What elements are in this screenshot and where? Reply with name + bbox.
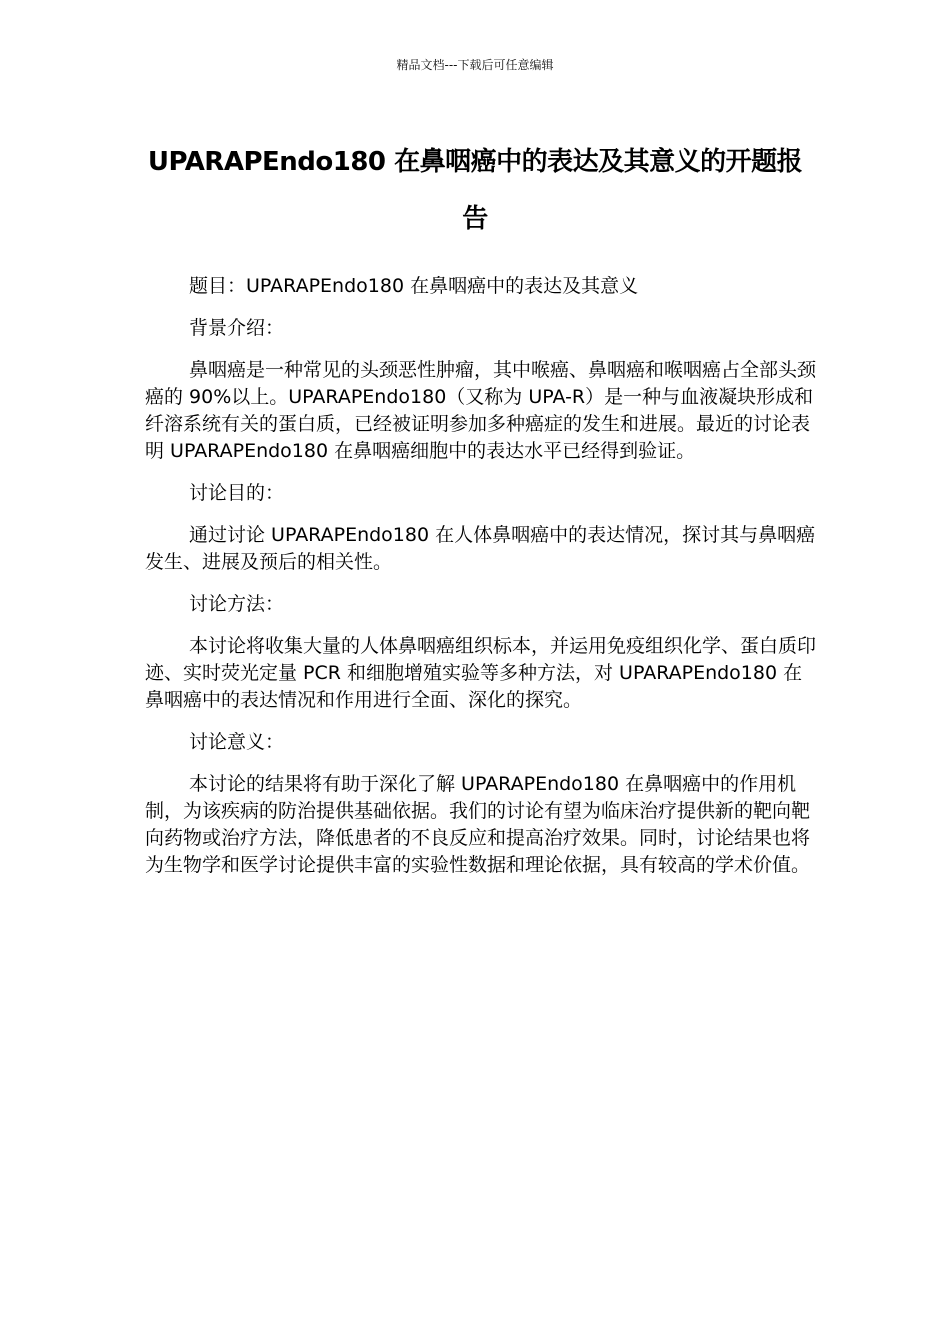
method-paragraph: 本讨论将收集大量的人体鼻咽癌组织标本，并运用免疫组织化学、蛋白质印迹、实时荧光定量 PCR 和细胞增殖实验等多种方法，对 UPARAPEndo180 在鼻咽癌中的表达情况和作用进行全面、深化的探究。	[145, 635, 817, 711]
significance-paragraph: 本讨论的结果将有助于深化了解 UPARAPEndo180 在鼻咽癌中的作用机制，为该疾病的防治提供基础依据。我们的讨论有望为临床治疗提供新的靶向靶向药物或治疗方法，降低患者的不良反应和提高治疗效果。同时，讨论结果也将为生物学和医学讨论提供丰富的实验性数据和理论依据，具有较高的学术价值。	[145, 773, 811, 876]
document-title: UPARAPEndo180 在鼻咽癌中的表达及其意义的开题报告	[147, 147, 803, 234]
significance-heading: 讨论意义：	[189, 731, 285, 753]
purpose-heading: 讨论目的：	[189, 482, 285, 504]
background-heading: 背景介绍：	[189, 317, 285, 339]
document-body	[145, 273, 821, 894]
purpose-paragraph: 通过讨论 UPARAPEndo180 在人体鼻咽癌中的表达情况，探讨其与鼻咽癌发生、进展及预后的相关性。	[145, 524, 816, 573]
background-paragraph: 鼻咽癌是一种常见的头颈恶性肿瘤，其中喉癌、鼻咽癌和喉咽癌占全部头颈癌的 90%以上。UPARAPEndo180（又称为 UPA-R）是一种与血液凝块形成和纤溶系统有关的蛋白质，已经被证明参加多种癌症的发生和进展。最近的讨论表明 UPARAPEndo180 在鼻咽癌细胞中的表达水平已经得到验证。	[145, 359, 817, 462]
method-heading: 讨论方法：	[189, 593, 285, 615]
page-header: 精品文档---下载后可任意编辑	[396, 58, 554, 72]
topic-line: 题目：UPARAPEndo180 在鼻咽癌中的表达及其意义	[189, 275, 639, 297]
